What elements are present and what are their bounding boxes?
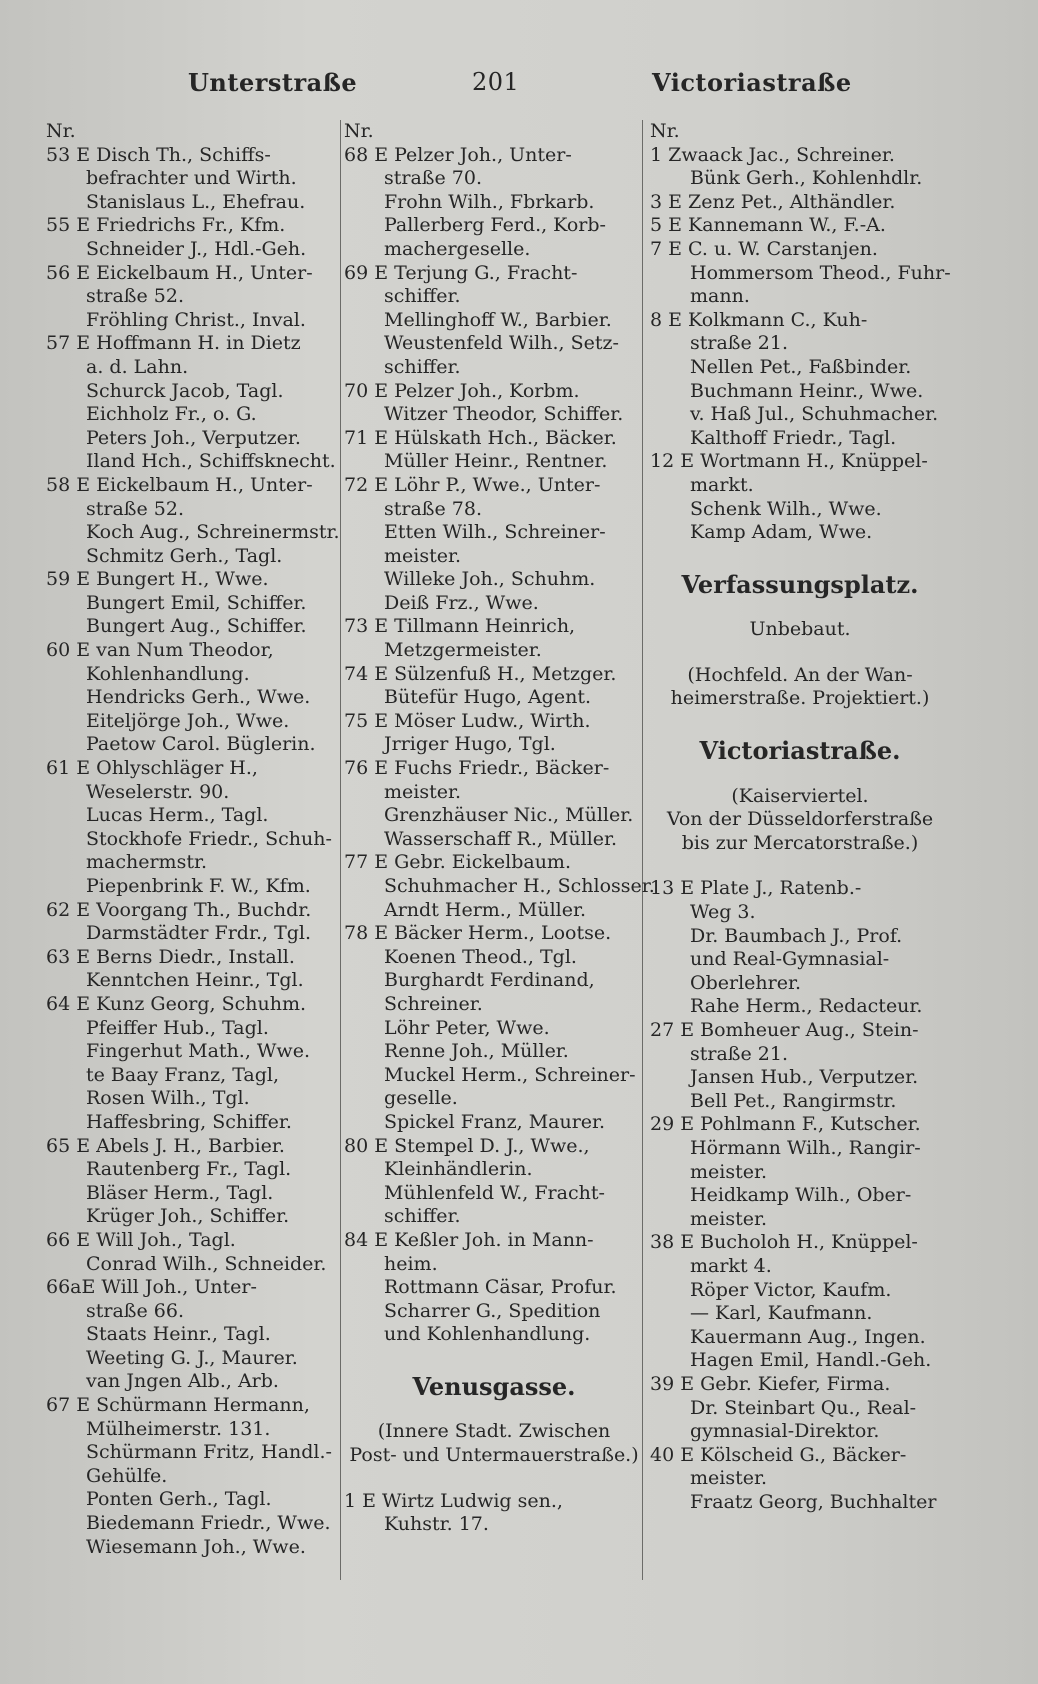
entry-line: te Baay Franz, Tagl, xyxy=(86,1063,280,1086)
entry-line: 56 E Eickelbaum H., Unter- xyxy=(46,261,313,284)
entry-line: Stanislaus L., Ehefrau. xyxy=(86,190,306,213)
entry-line: Burghardt Ferdinand, xyxy=(384,969,595,992)
entry-line: 61 E Ohlyschläger H., xyxy=(46,757,258,780)
entry-line: Mellinghoff W., Barbier. xyxy=(384,308,612,331)
entry-line: Paetow Carol. Büglerin. xyxy=(86,733,316,756)
entry-line: Kuhstr. 17. xyxy=(384,1513,489,1536)
entry-line: Schuhmacher H., Schlosser. xyxy=(384,875,655,897)
entry-line: markt 4. xyxy=(690,1254,772,1277)
entry-line: schiffer. xyxy=(384,1205,461,1228)
entry-line: Renne Joh., Müller. xyxy=(384,1040,569,1063)
entry-line: Haffesbring, Schiffer. xyxy=(86,1110,292,1133)
entry-line: Dr. Steinbart Qu., Real- xyxy=(690,1396,917,1419)
entry-line: Bungert Aug., Schiffer. xyxy=(86,615,307,638)
entry-line: Kohlenhandlung. xyxy=(86,662,250,685)
entry-line: Rosen Wilh., Tgl. xyxy=(86,1087,250,1110)
entry-line: Nr. xyxy=(46,120,76,142)
section-note: Von der Düsseldorferstraße xyxy=(666,808,934,831)
page-number: 201 xyxy=(472,68,520,96)
entry-line: Etten Wilh., Schreiner- xyxy=(384,521,606,544)
entry-line: machergeselle. xyxy=(384,237,531,260)
entry-line: 63 E Berns Diedr., Install. xyxy=(46,945,295,968)
entry-line: markt. xyxy=(690,473,754,496)
entry-line: befrachter und Wirth. xyxy=(86,167,297,190)
entry-line: Jrriger Hugo, Tgl. xyxy=(384,733,556,756)
entry-line: Pallerberg Ferd., Korb- xyxy=(384,214,606,237)
entry-line: Nellen Pet., Faßbinder. xyxy=(690,355,912,378)
entry-line: 57 E Hoffmann H. in Dietz xyxy=(46,332,301,355)
entry-line: 40 E Kölscheid G., Bäcker- xyxy=(650,1443,907,1466)
entry-line: Kleinhändlerin. xyxy=(384,1158,533,1181)
entry-line: Arndt Herm., Müller. xyxy=(384,898,587,921)
entry-line: Conrad Wilh., Schneider. xyxy=(86,1252,327,1275)
entry-line: Staats Heinr., Tagl. xyxy=(86,1323,271,1346)
entry-line: meister. xyxy=(384,780,462,803)
entry-line: 64 E Kunz Georg, Schuhm. xyxy=(46,992,307,1015)
entry-line: Frohn Wilh., Fbrkarb. xyxy=(384,190,595,213)
entry-line: machermstr. xyxy=(86,851,207,874)
entry-line: Eiteljörge Joh., Wwe. xyxy=(86,709,290,732)
entry-line: 55 E Friedrichs Fr., Kfm. xyxy=(46,214,286,237)
entry-line: Ponten Gerh., Tagl. xyxy=(86,1488,272,1511)
entry-line: Lucas Herm., Tagl. xyxy=(86,804,269,827)
entry-line: Hendricks Gerh., Wwe. xyxy=(86,686,311,709)
entry-line: 67 E Schürmann Hermann, xyxy=(46,1394,310,1417)
entry-line: straße 52. xyxy=(86,497,184,520)
entry-line: 12 E Wortmann H., Knüppel- xyxy=(650,450,928,473)
entry-line: 13 E Plate J., Ratenb.- xyxy=(650,877,862,900)
entry-line: 53 E Disch Th., Schiffs- xyxy=(46,143,271,166)
entry-line: Peters Joh., Verputzer. xyxy=(86,426,301,449)
entry-line: Bungert Emil, Schiffer. xyxy=(86,591,307,614)
entry-line: Schmitz Gerh., Tagl. xyxy=(86,544,283,567)
entry-line: Fingerhut Math., Wwe. xyxy=(86,1040,310,1063)
entry-line: Nr. xyxy=(344,120,374,142)
entry-line: Koenen Theod., Tgl. xyxy=(384,945,577,968)
section-title-victoriastrasse: Victoriastraße. xyxy=(699,736,901,766)
entry-line: Bell Pet., Rangirmstr. xyxy=(690,1089,897,1112)
entry-line: straße 70. xyxy=(384,167,482,190)
entry-line: Fröhling Christ., Inval. xyxy=(86,308,306,331)
entry-line: straße 52. xyxy=(86,285,184,308)
entry-line: schiffer. xyxy=(384,285,461,308)
entry-line: Rottmann Cäsar, Profur. xyxy=(384,1276,617,1299)
entry-line: Kalthoff Friedr., Tagl. xyxy=(690,426,897,449)
entry-line: Iland Hch., Schiffsknecht. xyxy=(86,450,336,473)
entry-line: 59 E Bungert H., Wwe. xyxy=(46,568,269,591)
entry-line: Koch Aug., Schreinermstr. xyxy=(86,521,340,544)
column-3 xyxy=(650,120,950,1514)
entry-line: 8 E Kolkmann C., Kuh- xyxy=(650,308,868,331)
entry-line: und Kohlenhandlung. xyxy=(384,1323,591,1346)
entry-line: 73 E Tillmann Heinrich, xyxy=(344,615,576,638)
entry-line: Jansen Hub., Verputzer. xyxy=(690,1066,919,1089)
entry-line: mann. xyxy=(690,285,750,308)
entry-line: 58 E Eickelbaum H., Unter- xyxy=(46,473,313,496)
running-head-right: Victoriastraße xyxy=(652,68,852,97)
entry-line: gymnasial-Direktor. xyxy=(690,1420,880,1443)
entry-line: 69 E Terjung G., Fracht- xyxy=(344,261,578,284)
entry-line: 68 E Pelzer Joh., Unter- xyxy=(344,143,572,166)
entry-line: Spickel Franz, Maurer. xyxy=(384,1110,606,1133)
entry-line: Schenk Wilh., Wwe. xyxy=(690,497,882,520)
entry-line: 29 E Pohlmann F., Kutscher. xyxy=(650,1113,921,1136)
entry-line: 7 E C. u. W. Carstanjen. xyxy=(650,237,878,260)
entry-line: 5 E Kannemann W., F.-A. xyxy=(650,214,886,237)
entry-line: Kenntchen Heinr., Tgl. xyxy=(86,969,304,992)
entry-line: 77 E Gebr. Eickelbaum. xyxy=(344,851,571,874)
entry-line: Buchmann Heinr., Wwe. xyxy=(690,379,924,402)
entry-line: Hommersom Theod., Fuhr- xyxy=(690,261,951,284)
entry-line: Bläser Herm., Tagl. xyxy=(86,1181,274,1204)
column-2 xyxy=(344,120,655,1537)
entry-line: 1 Zwaack Jac., Schreiner. xyxy=(650,143,895,166)
entry-line: 84 E Keßler Joh. in Mann- xyxy=(344,1228,594,1251)
entry-line: straße 21. xyxy=(690,332,788,355)
entry-line: schiffer. xyxy=(384,355,461,378)
entry-line: Müller Heinr., Rentner. xyxy=(384,450,608,473)
entry-line: Schneider J., Hdl.-Geh. xyxy=(86,237,307,260)
entry-line: 60 E van Num Theodor, xyxy=(46,639,274,662)
entry-line: Weeting G. J., Maurer. xyxy=(86,1346,298,1369)
entry-line: Mühlenfeld W., Fracht- xyxy=(384,1181,605,1204)
entry-line: Schürmann Fritz, Handl.- xyxy=(86,1441,332,1464)
entry-line: Rautenberg Fr., Tagl. xyxy=(86,1158,292,1181)
section-status: Unbebaut. xyxy=(749,618,851,641)
entry-line: Wasserschaff R., Müller. xyxy=(384,827,618,850)
entry-line: Bünk Gerh., Kohlenhdlr. xyxy=(690,167,923,190)
entry-line: 39 E Gebr. Kiefer, Firma. xyxy=(650,1372,891,1395)
entry-line: a. d. Lahn. xyxy=(86,355,189,378)
entry-line: Gehülfe. xyxy=(86,1464,168,1487)
entry-line: Biedemann Friedr., Wwe. xyxy=(86,1512,331,1535)
entry-line: und Real-Gymnasial- xyxy=(690,948,890,971)
entry-line: Bütefür Hugo, Agent. xyxy=(384,686,591,709)
entry-line: Piepenbrink F. W., Kfm. xyxy=(86,875,311,897)
entry-line: Nr. xyxy=(650,120,680,142)
entry-line: Stockhofe Friedr., Schuh- xyxy=(86,827,332,850)
entry-line: meister. xyxy=(384,544,462,567)
entry-line: Mülheimerstr. 131. xyxy=(86,1417,271,1440)
entry-line: Hörmann Wilh., Rangir- xyxy=(690,1136,921,1159)
entry-line: 70 E Pelzer Joh., Korbm. xyxy=(344,379,580,402)
entry-line: 71 E Hülskath Hch., Bäcker. xyxy=(344,426,617,449)
entry-line: 78 E Bäcker Herm., Lootse. xyxy=(344,922,612,945)
entry-line: Darmstädter Frdr., Tgl. xyxy=(86,922,312,945)
entry-line: Rahe Herm., Redacteur. xyxy=(690,995,923,1018)
running-head-left: Unterstraße xyxy=(188,68,358,97)
entry-line: meister. xyxy=(690,1207,768,1230)
entry-line: 38 E Bucholoh H., Knüppel- xyxy=(650,1231,918,1254)
entry-line: 80 E Stempel D. J., Wwe., xyxy=(344,1134,590,1157)
entry-line: — Karl, Kaufmann. xyxy=(690,1302,873,1325)
entry-line: van Jngen Alb., Arb. xyxy=(86,1370,279,1393)
entry-line: Kamp Adam, Wwe. xyxy=(690,521,873,544)
entry-line: Weustenfeld Wilh., Setz- xyxy=(384,332,619,355)
entry-line: Weselerstr. 90. xyxy=(86,780,230,803)
entry-line: 74 E Sülzenfuß H., Metzger. xyxy=(344,662,617,685)
section-note: Post- und Untermauerstraße.) xyxy=(349,1444,639,1467)
entry-line: Oberlehrer. xyxy=(690,971,801,994)
entry-line: meister. xyxy=(690,1467,768,1490)
entry-line: Schreiner. xyxy=(384,992,483,1015)
entry-line: Dr. Baumbach J., Prof. xyxy=(690,924,903,947)
entry-line: Fraatz Georg, Buchhalter xyxy=(690,1490,937,1513)
section-title-venusgasse: Venusgasse. xyxy=(412,1371,576,1401)
entry-line: Grenzhäuser Nic., Müller. xyxy=(384,804,634,827)
entry-line: Willeke Joh., Schuhm. xyxy=(384,568,596,591)
entry-line: heim. xyxy=(384,1252,438,1275)
entry-line: Witzer Theodor, Schiffer. xyxy=(384,403,624,426)
entry-line: Eichholz Fr., o. G. xyxy=(86,403,257,426)
entry-line: Weg 3. xyxy=(690,901,756,924)
entry-line: 65 E Abels J. H., Barbier. xyxy=(46,1134,285,1157)
entry-line: Scharrer G., Spedition xyxy=(384,1299,601,1322)
entry-line: Hagen Emil, Handl.-Geh. xyxy=(690,1349,932,1372)
entry-line: 62 E Voorgang Th., Buchdr. xyxy=(46,898,312,921)
entry-line: straße 66. xyxy=(86,1299,184,1322)
entry-line: Löhr Peter, Wwe. xyxy=(384,1016,550,1039)
entry-line: straße 21. xyxy=(690,1042,788,1065)
entry-line: 66 E Will Joh., Tagl. xyxy=(46,1228,236,1251)
entry-line: Schurck Jacob, Tagl. xyxy=(86,379,284,402)
section-note: (Kaiserviertel. xyxy=(731,784,869,807)
section-note: (Innere Stadt. Zwischen xyxy=(377,1420,611,1443)
entry-line: 75 E Möser Ludw., Wirth. xyxy=(344,709,591,732)
entry-line: Heidkamp Wilh., Ober- xyxy=(690,1184,912,1207)
section-note: (Hochfeld. An der Wan- xyxy=(687,663,913,686)
entry-line: straße 78. xyxy=(384,497,482,520)
entry-line: Metzgermeister. xyxy=(384,639,542,662)
entry-line: Wiesemann Joh., Wwe. xyxy=(86,1535,306,1558)
entry-line: v. Haß Jul., Schuhmacher. xyxy=(690,403,939,426)
entry-line: Deiß Frz., Wwe. xyxy=(384,591,539,614)
entry-line: Pfeiffer Hub., Tagl. xyxy=(86,1016,269,1039)
entry-line: meister. xyxy=(690,1160,768,1183)
section-title-verfassungsplatz: Verfassungsplatz. xyxy=(681,569,919,599)
entry-line: 3 E Zenz Pet., Althändler. xyxy=(650,190,896,213)
column-1 xyxy=(46,120,346,1559)
entry-line: 72 E Löhr P., Wwe., Unter- xyxy=(344,473,601,496)
entry-line: 76 E Fuchs Friedr., Bäcker- xyxy=(344,757,610,780)
entry-line: Krüger Joh., Schiffer. xyxy=(86,1205,290,1228)
entry-line: Muckel Herm., Schreiner- xyxy=(384,1063,636,1086)
entry-line: geselle. xyxy=(384,1087,458,1110)
entry-line: 27 E Bomheuer Aug., Stein- xyxy=(650,1019,919,1041)
entry-line: Röper Victor, Kaufm. xyxy=(690,1278,892,1301)
section-note: heimerstraße. Projektiert.) xyxy=(670,687,930,710)
entry-line: Kauermann Aug., Ingen. xyxy=(690,1325,926,1348)
entry-line: 1 E Wirtz Ludwig sen., xyxy=(344,1489,563,1512)
section-note: bis zur Mercatorstraße.) xyxy=(681,831,919,854)
entry-line: 66aE Will Joh., Unter- xyxy=(46,1276,257,1299)
